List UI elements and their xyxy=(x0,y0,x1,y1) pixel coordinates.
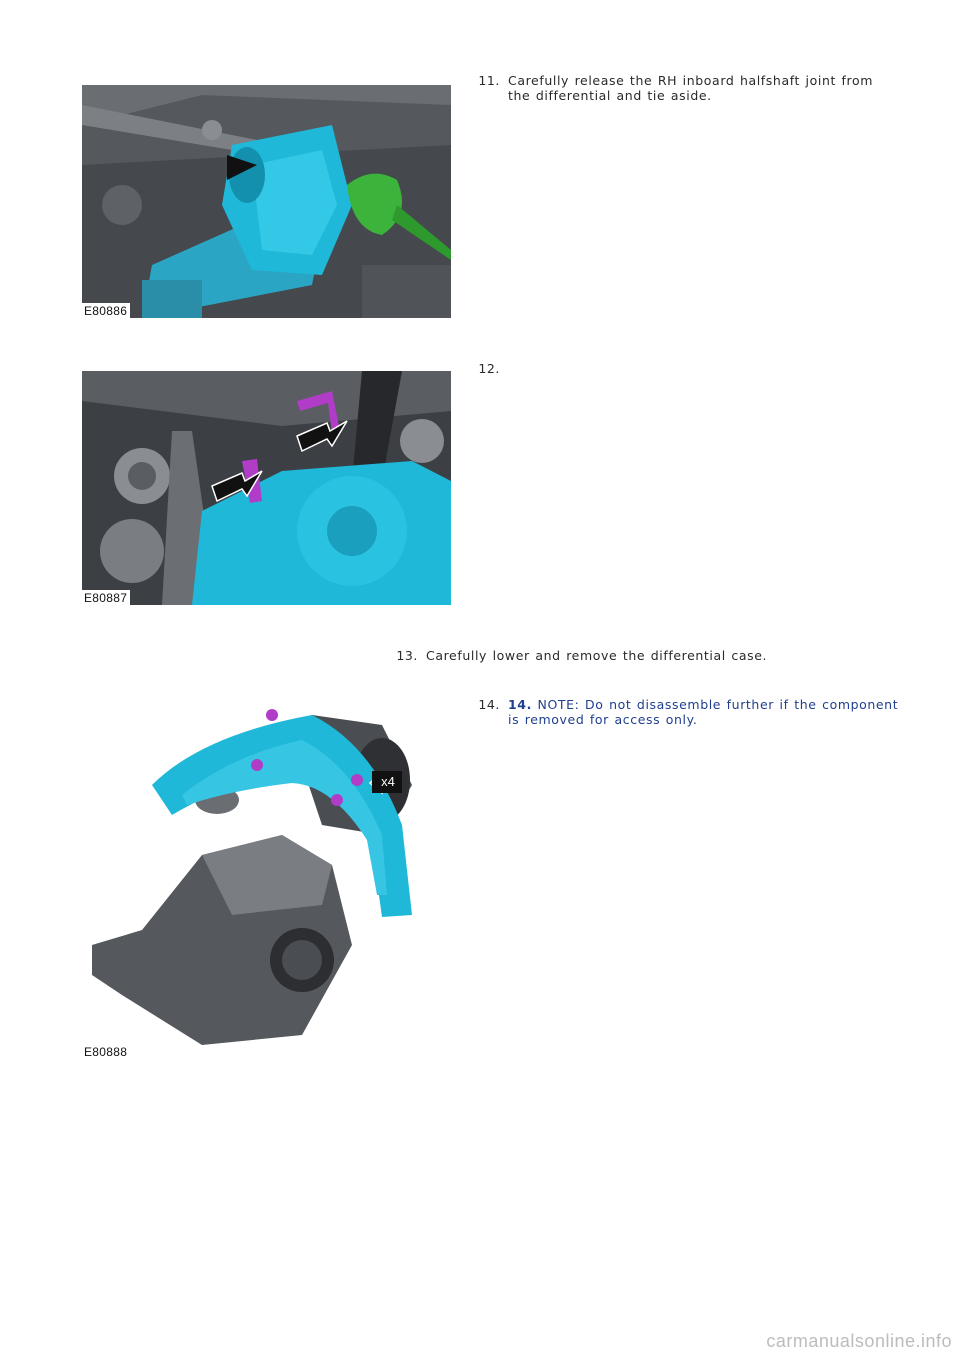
quantity-badge: x4 xyxy=(381,774,395,789)
figure-e80888 xyxy=(82,705,451,1059)
figure-id-label: E80886 xyxy=(82,303,130,318)
halfshaft-illustration xyxy=(82,85,451,318)
figure-id-label: E80887 xyxy=(82,590,130,605)
note-text: is removed for access only. xyxy=(508,712,698,727)
differential-case-illustration xyxy=(82,705,451,1059)
step-text-line: the differential and tie aside. xyxy=(508,88,712,103)
step-text xyxy=(508,697,898,727)
differential-mount-illustration xyxy=(82,371,451,605)
step-number: 11. xyxy=(478,73,500,88)
step-text xyxy=(508,73,873,103)
step-number: 14. xyxy=(478,697,500,712)
note-text: NOTE: Do not disassemble further if the component xyxy=(537,697,899,712)
watermark: carmanualsonline.info xyxy=(766,1331,952,1351)
step-number: 13. xyxy=(396,648,418,663)
figure-e80887 xyxy=(82,371,451,605)
figure-e80886 xyxy=(82,85,451,318)
step-text-line: Carefully release the RH inboard halfshaft joint from xyxy=(508,73,874,88)
step-number: 12. xyxy=(478,361,500,376)
step-text: Carefully lower and remove the differential case. xyxy=(426,648,768,663)
figure-id-label: E80888 xyxy=(82,1044,130,1059)
note-number: 14. xyxy=(508,697,532,712)
